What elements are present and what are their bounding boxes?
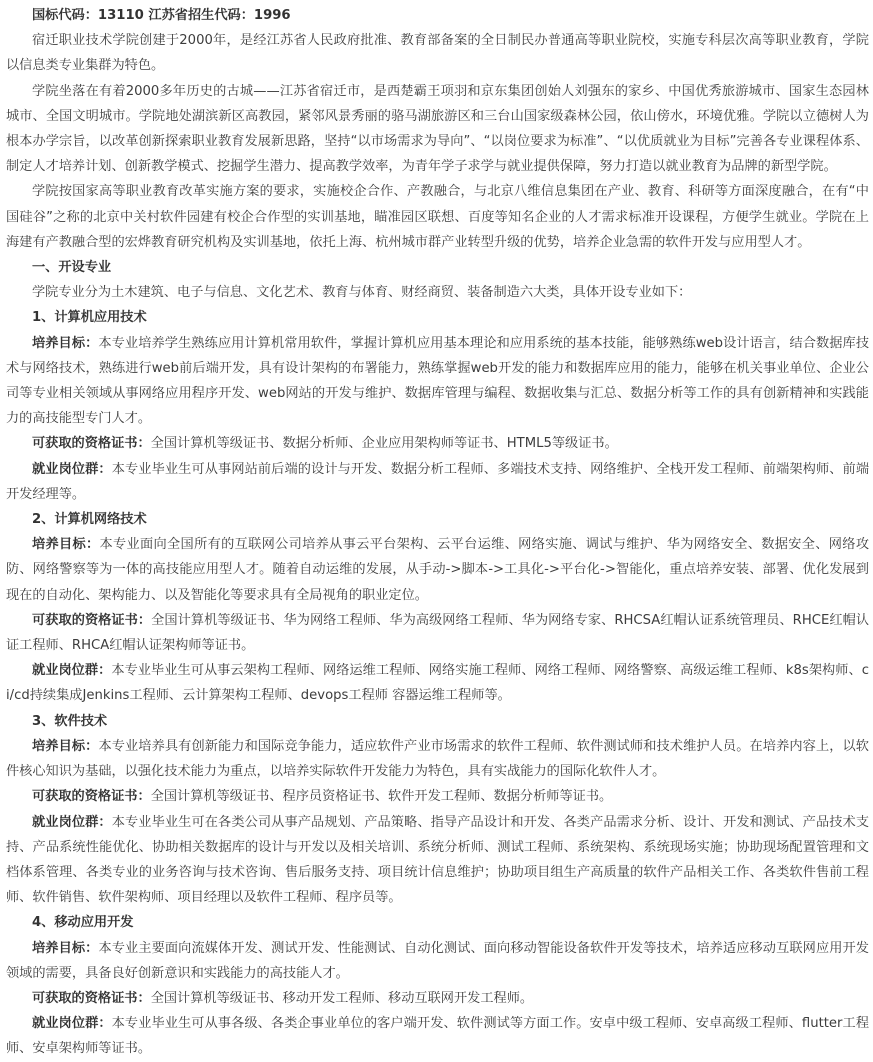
major-title: 2、计算机网络技术 [32, 512, 147, 528]
major-job [6, 1011, 869, 1061]
job-text: 本专业毕业生可从事各级、各类企事业单位的客户端开发、软件测试等方面工作。安卓中级工程师、安卓高级工程师、flutter工程师、安卓架构师等证书。 [6, 1016, 870, 1057]
cert-text: 全国计算机等级证书、移动开发工程师、移动互联网开发工程师。 [150, 990, 534, 1006]
intro-paragraph: 学院坐落在有着2000多年历史的古城——江苏省宿迁市，是西楚霸王项羽和京东集团创始人刘强东的家乡、中国优秀旅游城市、国家生态园林城市、全国文明城市。学院地处湖滨新区高教园，紧邻风景秀丽的骆马湖旅游区和三台山国家级森林公园，依山傍水，环境优雅。学院以立德树人为根本办学宗旨，以改革创新探索职业教育发展新思路，坚持“以市场需求为导向”、“以岗位要求为标准”、“以优质就业为目标”完善各专业课程体系、制定人才培养计划、创新教学模式、挖掘学生潜力、提高教学效率，为青年学子求学与就业提供保障，努力打造以就业教育为品牌的新型学院。 [6, 83, 869, 175]
major-cert [6, 986, 869, 1011]
goal-label: 培养目标： [32, 335, 99, 351]
section-heading: 一、开设专业 [32, 260, 112, 276]
major-title: 1、计算机应用技术 [32, 310, 147, 326]
cert-text: 全国计算机等级证书、华为网络工程师、华为高级网络工程师、华为网络专家、RHCSA红帽认证系统管理员、RHCE红帽认证工程师、RHCA红帽认证架构师等证书。 [6, 612, 870, 654]
cert-label: 可获取的资格证书： [32, 789, 151, 805]
job-label: 就业岗位群： [32, 814, 112, 830]
major-goal [6, 936, 869, 986]
major-job [6, 658, 869, 708]
cert-label: 可获取的资格证书： [32, 990, 151, 1006]
school-codes: 国标代码：13110 江苏省招生代码：1996 [32, 8, 291, 23]
job-label: 就业岗位群： [32, 1016, 112, 1032]
job-text: 本专业毕业生可在各类公司从事产品规划、产品策略、指导产品设计和开发、各类产品需求分析、设计、开发和测试、产品技术支持、产品系统性能优化、协助相关数据库的设计与开发以及相关培训、系统分析师、测试工程师、系统架构、系统现场实施；协助现场配置管理和文档体系管理、各类专业的业务咨询与技术咨询、售后服务支持、项目统计信息维护；协助项目组生产高质量的软件产品相关工作、各类软件售前工程师、软件销售、软件架构师、项目经理以及软件工程师、程序员等。 [6, 814, 870, 906]
cert-label: 可获取的资格证书： [32, 612, 152, 628]
major-title: 4、移动应用开发 [32, 915, 134, 931]
major-goal [6, 734, 869, 784]
goal-text: 本专业面向全国所有的互联网公司培养从事云平台架构、云平台运维、网络实施、调试与维护、华为网络安全、数据安全、网络攻防、网络警察等为一体的高技能应用型人才。随着自动运维的发展，从手动->脚本->工具化->平台化->智能化，重点培养安装、部署、优化发展到现在的自动化、架构能力、以及智能化等要求具有全局视角的职业定位。 [6, 537, 870, 603]
goal-text: 本专业培养学生熟练应用计算机常用软件，掌握计算机应用基本理论和应用系统的基本技能，能够熟练web设计语言，结合数据库技术与网络技术，熟练进行web前后端开发，具有设计架构的布署能力，熟练掌握web开发的能力和数据库应用的能力，能够在机关事业单位、企业公司等专业相关领域从事网络应用程序开发、web网站的开发与维护、数据库管理与编程、数据收集与汇总、数据分析等工作的具有创新精神和实践能力的高技能型专门人才。 [6, 335, 870, 427]
major-goal [6, 532, 869, 608]
major-cert [6, 431, 869, 456]
major-cert [6, 608, 869, 658]
major-cert [6, 784, 869, 809]
intro-paragraph: 学院按国家高等职业教育改革实施方案的要求，实施校企合作、产教融合，与北京八维信息集团在产业、教育、科研等方面深度融合，在有“中国硅谷”之称的北京中关村软件园建有校企合作型的实训基地，瞄准园区联想、百度等知名企业的人才需求标准开设课程，方便学生就业。学院在上海建有产教融合型的宏烨教育研究机构及实训基地，依托上海、杭州城市群产业转型升级的优势，培养企业急需的软件开发与应用型人才。 [6, 184, 869, 250]
section-text: 学院专业分为土木建筑、电子与信息、文化艺术、教育与体育、财经商贸、装备制造六大类，具体开设专业如下： [32, 285, 692, 301]
job-text: 本专业毕业生可从事云架构工程师、网络运维工程师、网络实施工程师、网络工程师、网络警察、高级运维工程师、k8s架构师、ci/cd持续集成Jenkins工程师、云计算架构工程师、devops工程师 容器运维工程师等。 [6, 663, 869, 704]
goal-text: 本专业培养具有创新能力和国际竞争能力，适应软件产业市场需求的软件工程师、软件测试师和技术维护人员。在培养内容上，以软件核心知识为基础，以强化技术能力为重点，以培养实际软件开发能力为特色，具有实战能力的国际化软件人才。 [6, 738, 869, 780]
goal-label: 培养目标： [32, 940, 99, 956]
job-label: 就业岗位群： [32, 461, 112, 477]
major-job [6, 810, 869, 911]
cert-label: 可获取的资格证书： [32, 436, 151, 452]
goal-text: 本专业主要面向流媒体开发、测试开发、性能测试、自动化测试、面向移动智能设备软件开发等技术，培养适应移动互联网应用开发领域的需要，具备良好创新意识和实践能力的高技能人才。 [6, 940, 869, 981]
job-text: 本专业毕业生可从事网站前后端的设计与开发、数据分析工程师、多端技术支持、网络维护、全栈开发工程师、前端架构师、前端开发经理等。 [6, 461, 870, 502]
job-label: 就业岗位群： [32, 663, 112, 679]
goal-label: 培养目标： [32, 537, 100, 553]
major-job [6, 457, 869, 507]
intro-paragraph: 宿迁职业技术学院创建于2000年，是经江苏省人民政府批准、教育部备案的全日制民办普通高等职业院校，实施专科层次高等职业教育，学院以信息类专业集群为特色。 [6, 33, 869, 74]
cert-text: 全国计算机等级证书、数据分析师、企业应用架构师等证书、HTML5等级证书。 [150, 436, 618, 452]
goal-label: 培养目标： [32, 738, 99, 754]
major-title: 3、软件技术 [32, 713, 108, 729]
cert-text: 全国计算机等级证书、程序员资格证书、软件开发工程师、数据分析师等证书。 [150, 789, 613, 805]
major-goal [6, 331, 869, 432]
